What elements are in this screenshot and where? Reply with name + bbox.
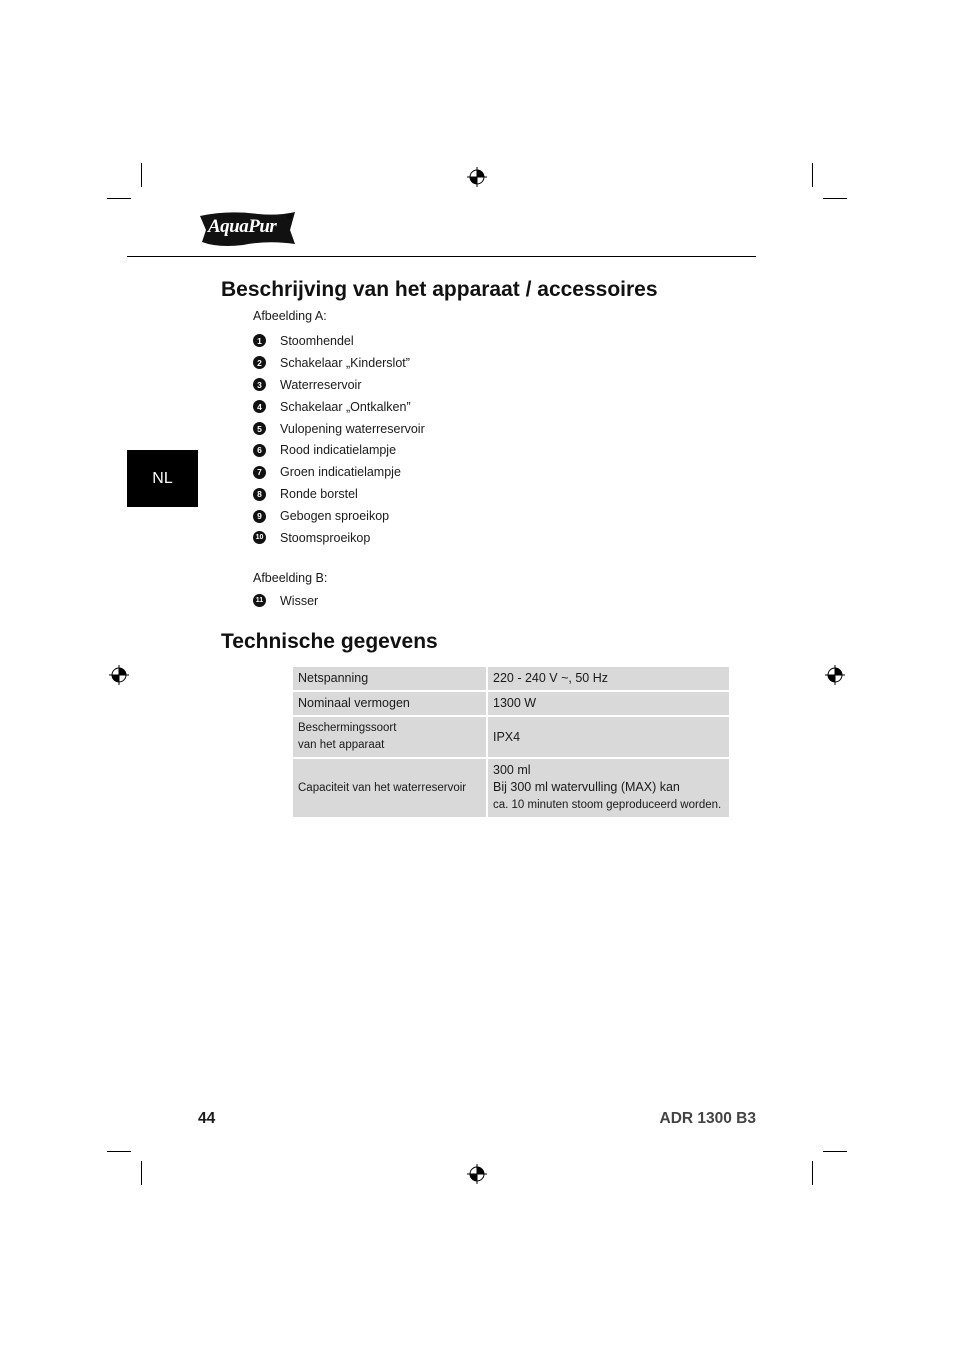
list-item [253, 418, 425, 440]
item-number: 10 [253, 531, 266, 544]
list-item [253, 330, 425, 352]
item-number: 7 [253, 466, 266, 479]
crop-mark [812, 163, 813, 187]
header-rule [127, 256, 756, 257]
aquapur-logo [198, 210, 298, 248]
list-item [253, 439, 425, 461]
cell-text: IPX4 [493, 729, 521, 744]
registered-mark: ® [287, 214, 293, 221]
table-cell-value [487, 691, 730, 716]
item-number: 6 [253, 444, 266, 457]
list-item [253, 483, 425, 505]
item-number: 3 [253, 378, 266, 391]
cell-text: Nominaal vermogen [298, 696, 410, 710]
cell-text: Beschermingssoort [298, 722, 397, 734]
cell-text: Netspanning [298, 671, 369, 685]
cell-text: 1300 W [493, 696, 537, 710]
figure-b-label: Afbeelding B: [253, 571, 328, 585]
table-cell-key [292, 716, 487, 758]
item-label: Schakelaar „Kinderslot” [280, 355, 410, 370]
registration-mark-icon [109, 665, 129, 685]
item-label: Ronde borstel [280, 487, 358, 502]
cell-text: ca. 10 minuten stoom geproduceerd worden. [493, 799, 722, 811]
table-row [292, 758, 730, 818]
crop-mark [823, 198, 847, 199]
table-cell-value [487, 758, 730, 818]
table-cell-key [292, 666, 487, 691]
table-row [292, 716, 730, 758]
cell-text: 300 ml [493, 763, 531, 777]
table-row [292, 666, 730, 691]
logo-text: AquaPur [208, 216, 277, 237]
item-label: Groen indicatielampje [280, 465, 401, 480]
item-number: 8 [253, 488, 266, 501]
list-item [253, 461, 425, 483]
crop-mark [823, 1151, 847, 1152]
model-name: ADR 1300 B3 [659, 1110, 756, 1127]
item-label: Wisser [280, 593, 319, 608]
item-label: Schakelaar „Ontkalken” [280, 399, 411, 414]
list-item [253, 352, 425, 374]
item-number: 4 [253, 400, 266, 413]
figure-b-list [253, 590, 318, 612]
cell-text: 220 - 240 V ~, 50 Hz [493, 671, 609, 685]
item-number: 1 [253, 334, 266, 347]
cell-text: Capaciteit van het waterreservoir [298, 781, 467, 794]
crop-mark [107, 198, 131, 199]
crop-mark [141, 163, 142, 187]
table-row [292, 691, 730, 716]
registration-mark-icon [825, 665, 845, 685]
list-item [253, 527, 425, 549]
item-label: Gebogen sproeikop [280, 509, 390, 524]
item-number: 2 [253, 356, 266, 369]
crop-mark [812, 1161, 813, 1185]
cell-text: van het apparaat [298, 739, 385, 751]
figure-a-list [253, 330, 425, 549]
table-cell-value [487, 716, 730, 758]
list-item [253, 505, 425, 527]
item-label: Waterreservoir [280, 377, 362, 392]
section-title-description: Beschrijving van het apparaat / accessoires [221, 278, 658, 301]
page-number: 44 [198, 1110, 216, 1127]
item-number: 5 [253, 422, 266, 435]
figure-a-label: Afbeelding A: [253, 309, 327, 323]
crop-mark [107, 1151, 131, 1152]
table-cell-key [292, 758, 487, 818]
table-cell-key [292, 691, 487, 716]
list-item [253, 374, 425, 396]
registration-mark-icon [467, 167, 487, 187]
language-tab: NL [127, 450, 198, 507]
item-number: 9 [253, 510, 266, 523]
list-item [253, 590, 318, 612]
item-label: Vulopening waterreservoir [280, 421, 425, 436]
item-number: 11 [253, 594, 266, 607]
item-label: Rood indicatielampje [280, 443, 397, 458]
technical-data-table [291, 665, 731, 819]
cell-text: Bij 300 ml watervulling (MAX) kan [493, 780, 680, 794]
list-item [253, 396, 425, 418]
crop-mark [141, 1161, 142, 1185]
table-cell-value [487, 666, 730, 691]
registration-mark-icon [467, 1164, 487, 1184]
item-label: Stoomhendel [280, 333, 354, 348]
item-label: Stoomsproeikop [280, 530, 371, 545]
section-title-technical: Technische gegevens [221, 630, 438, 653]
